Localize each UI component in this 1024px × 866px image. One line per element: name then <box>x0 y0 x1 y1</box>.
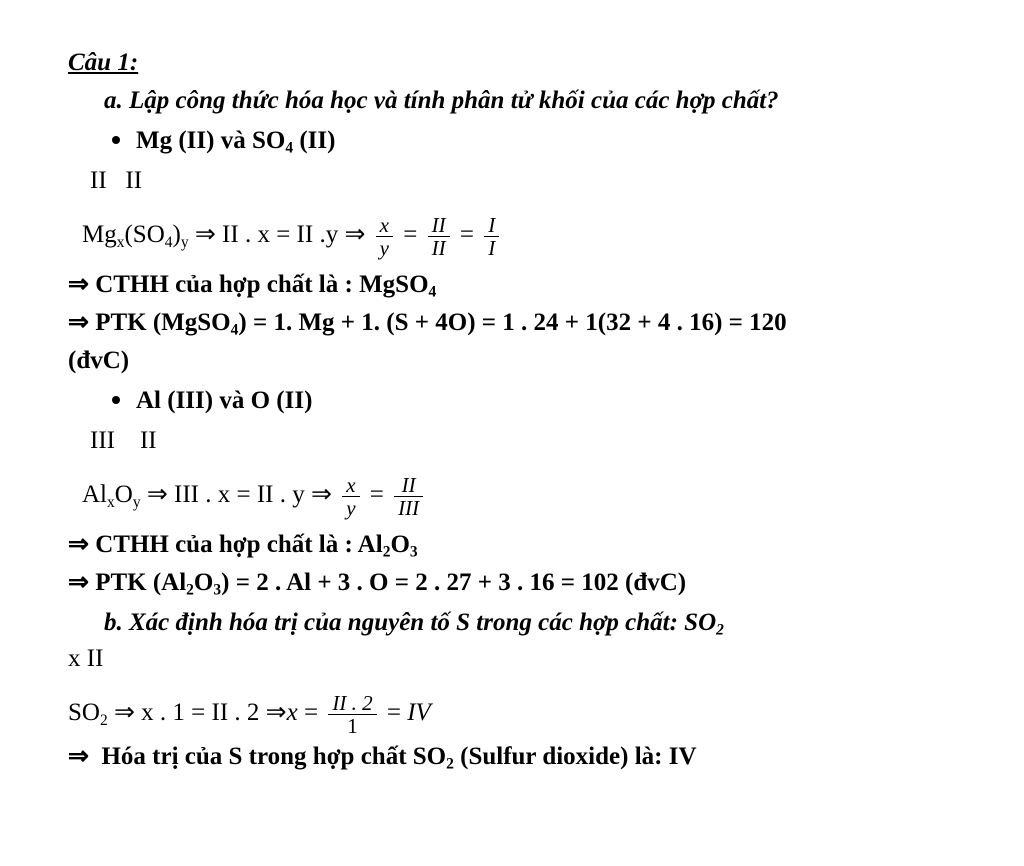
case2-formula-mid: O <box>390 531 410 558</box>
eq-middle: ⇒ III . x = II . y ⇒ <box>140 481 339 509</box>
eq-equals-1: = <box>363 481 391 509</box>
eq-so-sub: 4 <box>164 233 173 251</box>
fraction-x-over-y: $\frac{x}{y}$ <box>342 474 359 519</box>
eq-so: SO <box>68 699 100 727</box>
case1-ptk-prefix: ⇒ PTK (MgSO <box>68 309 231 336</box>
case1-bullet-text: Mg (II) và SO <box>136 127 286 154</box>
case1-bullet-suffix: (II) <box>293 127 336 154</box>
case1-bullet-sub: 4 <box>285 139 294 157</box>
eq-mg: Mg <box>82 221 117 249</box>
case2-ptk-suffix: ) = 2 . Al + 3 . O = 2 . 27 + 3 . 16 = 102 (đvC) <box>221 569 687 596</box>
conclusion-sub: 2 <box>446 755 454 773</box>
fraction-ii-over-ii: $\frac{II}{II}$ <box>428 214 450 259</box>
eq-equals-2: = <box>380 699 408 727</box>
part-b-heading-sub: 2 <box>716 621 724 639</box>
case1-valence-row: II II <box>90 167 143 194</box>
case2-formula-text: ⇒ CTHH của hợp chất là : Al <box>68 531 383 558</box>
part-b-conclusion <box>68 742 697 772</box>
eq-equals-2: = <box>453 221 481 249</box>
eq-sub-x: x <box>116 233 125 251</box>
conclusion-prefix: ⇒ Hóa trị của S trong hợp chất SO <box>68 743 447 770</box>
eq-x-var: x <box>286 699 298 727</box>
bullet-icon <box>112 396 120 404</box>
part-b-heading <box>104 608 724 638</box>
case2-ptk-line <box>68 568 686 598</box>
eq-middle: ⇒ x . 1 = II . 2 ⇒ <box>107 699 287 727</box>
case1-equation <box>82 214 503 259</box>
case2-valence-row: III II <box>90 427 157 454</box>
eq-al: Al <box>82 481 107 509</box>
fraction-i-over-i: $\frac{I}{I}$ <box>484 214 499 259</box>
eq-equals-1: = <box>396 221 424 249</box>
case1-formula-line <box>68 270 436 300</box>
part-a-heading: a. Lập công thức hóa học và tính phân tử khối của các hợp chất? <box>104 87 779 114</box>
case2-bullet-text: Al (III) và O (II) <box>136 387 313 414</box>
part-b-heading-text: b. Xác định hóa trị của nguyên tố S trong các hợp chất: SO <box>104 609 717 636</box>
case2-ptk-sub1: 2 <box>186 581 194 599</box>
case2-equation <box>82 474 427 519</box>
eq-result: IV <box>407 699 431 727</box>
case2-ptk-mid: O <box>193 569 214 596</box>
case2-formula-sub2: 3 <box>409 543 418 561</box>
fraction-ii2-over-1: $\frac{II . 2}{1}$ <box>328 692 376 737</box>
case2-formula-line <box>68 530 418 560</box>
fraction-x-over-y: $\frac{x}{y}$ <box>376 214 393 259</box>
eq-so-open: (SO <box>124 221 165 249</box>
case1-ptk-suffix: ) = 1. Mg + 1. (S + 4O) = 1 . 24 + 1(32 + 4 . 16) = 120 <box>238 309 787 336</box>
case2-formula-sub1: 2 <box>382 543 391 561</box>
case2-ptk-prefix: ⇒ PTK (Al <box>68 569 187 596</box>
eq-middle: ⇒ II . x = II .y ⇒ <box>188 221 372 249</box>
case1-formula-sub: 4 <box>428 283 437 301</box>
fraction-ii-over-iii: $\frac{II}{\text{III}}$ <box>394 474 423 519</box>
eq-equals-1: = <box>297 699 325 727</box>
case2-ptk-sub2: 3 <box>213 581 222 599</box>
case1-ptk-line <box>68 308 787 338</box>
question-title: Câu 1: <box>68 49 139 76</box>
conclusion-suffix: (Sulfur dioxide) là: IV <box>453 743 697 770</box>
case2-bullet <box>112 386 312 416</box>
eq-so-sub: 2 <box>99 711 108 729</box>
case1-ptk-sub: 4 <box>230 321 239 339</box>
case1-formula-text: ⇒ CTHH của hợp chất là : MgSO <box>68 271 429 298</box>
eq-o: O <box>114 481 133 509</box>
case1-bullet <box>112 126 335 156</box>
eq-sub-y: y <box>132 493 141 511</box>
eq-sub-x: x <box>107 493 115 511</box>
eq-so-close: ) <box>172 221 181 249</box>
case1-ptk-unit: (đvC) <box>68 347 130 374</box>
bullet-icon <box>112 136 120 144</box>
eq-sub-y: y <box>180 233 189 251</box>
part-b-valence-row: x II <box>68 645 104 672</box>
part-b-equation <box>68 692 431 737</box>
